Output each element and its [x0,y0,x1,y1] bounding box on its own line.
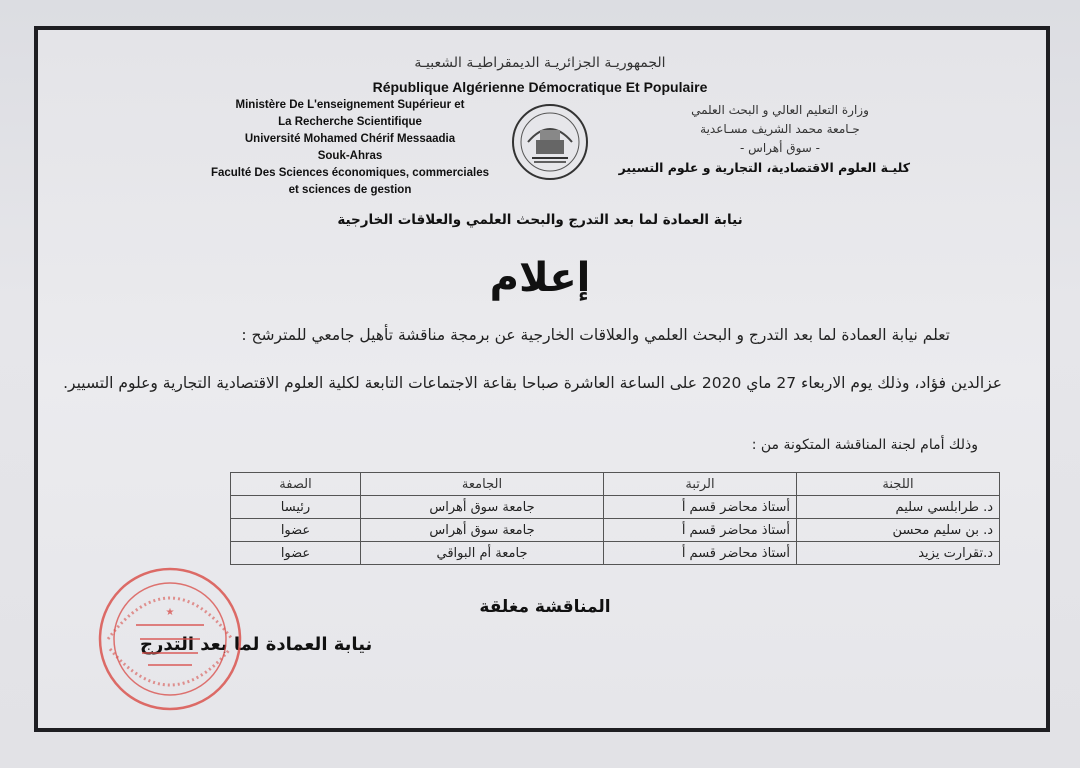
jury-member-university: جامعة سوق أهراس [361,496,604,519]
republic-title-fr: République Algérienne Démocratique Et Populaire [372,79,708,95]
faculty-line: Faculté Des Sciences économiques, commerciales [210,167,490,179]
ministry-block-fr [200,97,500,199]
jury-member-name: د. بن سليم محسن [797,519,1000,542]
city-ar: - سوق أهراس - [740,141,820,155]
column-header: الجامعة [361,473,604,496]
table-row [231,496,1000,519]
university-name-ar: جـامعة محمد الشريف مسـاعدية [700,122,860,136]
jury-member-role: رئيسا [231,496,361,519]
university-name-fr: Université Mohamed Chérif Messaadia [244,133,456,145]
jury-member-rank: أستاذ محاضر قسم أ [604,542,797,565]
jury-table [230,472,1000,565]
closed-defense-notice: المناقشة مغلقة [479,597,611,617]
table-header-row [231,473,1000,496]
vice-deanship-heading: نيابة العمادة لما بعد التدرج والبحث العلمي والعلاقات الخارجية [337,212,743,228]
announcement-title: إعلام [489,255,591,301]
city-fr: Souk-Ahras [317,150,383,162]
university-logo [510,102,590,182]
faculty-line: et sciences de gestion [288,184,412,196]
jury-member-role: عضوا [231,519,361,542]
column-header: الصفة [231,473,361,496]
announcement-line-3: وذلك أمام لجنة المناقشة المتكونة من : [751,437,978,453]
jury-member-university: جامعة أم البواقي [361,542,604,565]
jury-member-rank: أستاذ محاضر قسم أ [604,496,797,519]
jury-member-role: عضوا [231,542,361,565]
table-row [231,519,1000,542]
jury-member-name: د.تقرارت يزيد [797,542,1000,565]
republic-title-ar: الجمهوريـة الجزائريـة الديمقراطيـة الشعبيـة [414,55,666,71]
column-header: اللجنة [797,473,1000,496]
table-row [231,542,1000,565]
ministry-line: La Recherche Scientifique [278,116,422,128]
announcement-line-2: عزالدين فؤاد، وذلك يوم الاربعاء 27 ماي 2020 على الساعة العاشرة صباحا بقاعة الاجتماعات التابعة لكلية العلوم الاقتصادية التجارية وعلوم التسيير. [63,374,1002,392]
column-header: الرتبة [604,473,797,496]
jury-member-rank: أستاذ محاضر قسم أ [604,519,797,542]
faculty-name-ar: كليـة العلوم الاقتصادية، التجارية و علوم التسيير [618,160,910,175]
jury-member-name: د. طرابلسي سليم [797,496,1000,519]
ministry-block-ar [618,101,910,177]
announcement-line-1: تعلم نيابة العمادة لما بعد التدرج و البحث العلمي والعلاقات الخارجية عن برمجة مناقشة تأهيل جامعي للمترشح : [241,326,950,344]
signature-line: نيابة العمادة لما بعد التدرج [140,634,373,655]
jury-member-university: جامعة سوق أهراس [361,519,604,542]
official-stamp [96,565,244,713]
ministry-line: Ministère De L'enseignement Supérieur et [235,99,465,111]
svg-text:★: ★ [165,607,175,618]
ministry-line-ar: وزارة التعليم العالي و البحث العلمي [691,103,869,117]
